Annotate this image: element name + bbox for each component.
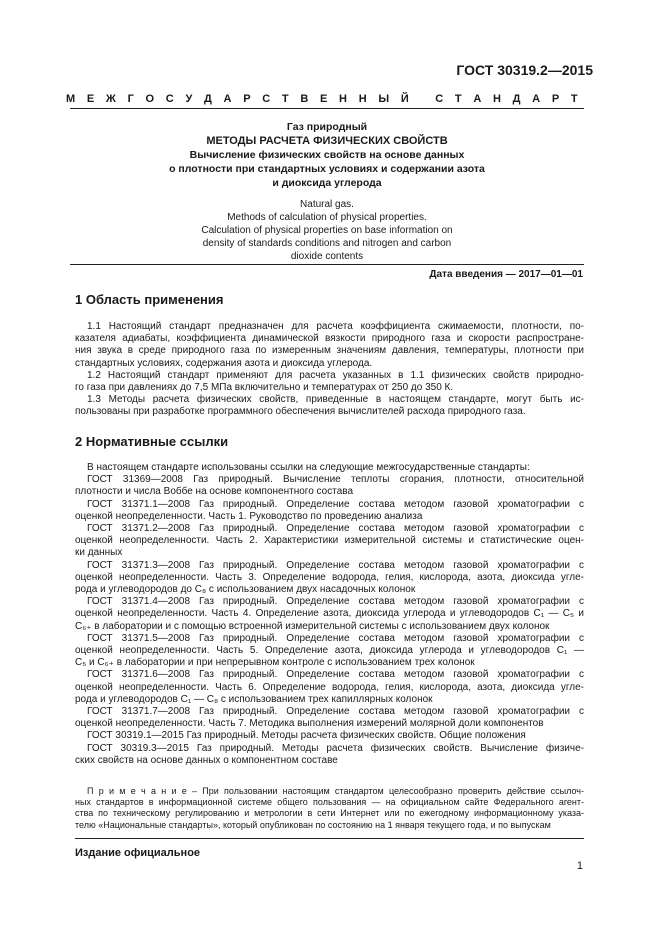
interstate-letter: Р (243, 93, 251, 105)
reference-line: ГОСТ 31371.3—2008 Газ природный. Определение состава методом газовой хроматографии с (87, 559, 584, 571)
interstate-letter: С (435, 93, 444, 105)
en-title-line: density of standards conditions and nitrogen and carbon (202, 238, 452, 249)
section-2-body (75, 462, 584, 767)
title-line: Вычисление физических свойств на основе данных (189, 149, 465, 161)
text-line: 1.1 Настоящий стандарт предназначен для расчета коэффициента сжимаемости, плотности, по- (87, 321, 584, 332)
en-title-line: dioxide contents (290, 251, 364, 262)
page-number: 1 (576, 860, 583, 872)
section-2-intro: В настоящем стандарте использованы ссылки на следующие межгосударственные стандарты: (87, 462, 530, 473)
interstate-letter: С (165, 93, 174, 105)
interstate-letter: Е (86, 93, 95, 105)
interstate-letter: Т (570, 93, 578, 105)
reference-line: ГОСТ 30319.3—2015 Газ природный. Методы расчета физических свойств. Вычисление физиче- (87, 742, 584, 754)
english-title-block (70, 198, 584, 263)
interstate-letter: М (66, 93, 76, 105)
text-line: ных стандартов в информационной системе общего пользования — на официальном сайте Федерального агент- (75, 797, 584, 808)
interstate-letter: Г (127, 93, 134, 105)
reference-line: C₆₊ в лаборатории и с помощью встроенной измерительной системы с использованием двух колонок (75, 620, 550, 632)
reference-line: оценкой неопределенности. Часть 2. Характеристики измерительной системы и статистические оцен- (75, 535, 584, 547)
interstate-letter: С (262, 93, 271, 105)
reference-line: ГОСТ 31371.5—2008 Газ природный. Определение состава методом газовой хроматографии с (87, 632, 584, 644)
section-1-heading: 1 Область применения (75, 292, 224, 307)
reference-line: ГОСТ 31371.4—2008 Газ природный. Определение состава методом газовой хроматографии с (87, 596, 584, 608)
note-block (75, 786, 584, 831)
title-block (70, 120, 584, 190)
text-line: П р и м е ч а н и е – При пользовании настоящим стандартом целесообразно проверить действие ссылоч- (87, 786, 584, 796)
reference-line: ГОСТ 31371.7—2008 Газ природный. Определение состава методом газовой хроматографии с (87, 706, 584, 718)
interstate-letter: Е (320, 93, 328, 105)
reference-line: ских свойств на основе данных о компонентном составе (75, 754, 338, 766)
en-title-line: Natural gas. (300, 199, 354, 210)
text-line: казателя адиабаты, коэффициента динамической вязкости природного газа и скорости распростране- (75, 333, 584, 345)
interstate-letter: Й (400, 93, 409, 105)
interstate-letter: А (532, 93, 541, 105)
interstate-letter: А (223, 93, 232, 105)
title-line: и диоксида углерода (272, 177, 382, 189)
interstate-letter: Ы (378, 93, 390, 105)
reference-line: плотности и числа Воббе на основе компонентного состава (75, 486, 354, 498)
interstate-letter: В (300, 93, 309, 105)
reference-line: ГОСТ 31369—2008 Газ природный. Вычисление теплоты сгорания, плотности, относительной (87, 474, 584, 486)
header-rule (70, 108, 584, 109)
reference-line: рода и углеводородов C₁ — C₈ с использованием трех капиллярных колонок (75, 693, 433, 705)
interstate-letter: Т (454, 93, 462, 105)
title-line: о плотности при стандартных условиях и содержании азота (169, 163, 485, 175)
reference-line: оценкой неопределенности. Часть 4. Определение азота, диоксида углерода и углеводородов C₁ — C₅ и (75, 608, 584, 620)
text-line: ства по техническому регулированию и метрологии в сети Интернет или по ежегодному информационному указа- (75, 808, 584, 819)
reference-line: оценкой неопределенности. Часть 3. Определение водорода, гелия, кислорода, азота, диоксида угле- (75, 571, 584, 583)
reference-line: ГОСТ 31371.6—2008 Газ природный. Определение состава методом газовой хроматографии с (87, 669, 584, 681)
date-rule (70, 264, 584, 265)
title-line: Газ природный (286, 121, 368, 133)
interstate-letter: Н (492, 93, 501, 105)
interstate-letter: Т (281, 93, 289, 105)
interstate-letter: У (185, 93, 193, 105)
interstate-letter: А (473, 93, 482, 105)
reference-line: оценкой неопределенности. Часть 5. Определение азота, диоксида углерода и углеводородов C₁ — (75, 645, 584, 657)
reference-line: ГОСТ 31371.1—2008 Газ природный. Определение состава методом газовой хроматографии с (87, 498, 584, 510)
reference-line: C₅ и C₆₊ в лаборатории и при непрерывном контроле с использованием трех колонок (75, 657, 475, 669)
interstate-letter: Р (551, 93, 560, 105)
text-line: ния звука в среде природного газа по измеренным значениям давления, температуры, плотности при (75, 345, 584, 357)
interstate-letter: Д (512, 93, 521, 105)
section-1-body (75, 321, 584, 419)
text-line: 1.2 Настоящий стандарт применяют для расчета указанных в 1.1 физических свойств природно- (87, 369, 584, 381)
interstate-letter (420, 93, 423, 105)
footer-rule (75, 838, 584, 839)
section-2-heading: 2 Нормативные ссылки (75, 434, 229, 449)
gost-number: ГОСТ 30319.2—2015 (456, 62, 593, 78)
reference-line: ки данных (75, 547, 123, 559)
introduction-date: Дата введения — 2017—01—01 (429, 269, 583, 280)
text-line: стандартных условиях, содержания азота и диоксида углерода. (75, 357, 373, 369)
en-title-line: Calculation of physical properties on base information on (201, 225, 453, 236)
title-main: МЕТОДЫ РАСЧЕТА ФИЗИЧЕСКИХ СВОЙСТВ (206, 135, 448, 147)
edition-label: Издание официальное (75, 847, 201, 859)
reference-line: оценкой неопределенности. Часть 1. Руководство по проведению анализа (75, 510, 423, 522)
interstate-letter: Д (204, 93, 212, 105)
text-line: пользованы при разработке программного обеспечения вычислителей расхода природного газа. (75, 406, 526, 418)
interstate-letter: Ж (105, 93, 116, 105)
interstate-standard-banner (66, 93, 578, 105)
text-line: телю «Национальные стандарты», который опубликован по состоянию на 1 января текущего года, и по выпускам (75, 819, 551, 830)
interstate-letter: О (145, 93, 155, 105)
interstate-letter: Н (358, 93, 367, 105)
en-title-line: Methods of calculation of physical properties. (227, 212, 427, 223)
reference-line: оценкой неопределенности. Часть 7. Методика выполнения измерений молярной доли компонентов (75, 718, 544, 730)
text-line: 1.3 Методы расчета физических свойств, приведенные в настоящем стандарте, могут быть ис- (87, 394, 584, 406)
reference-line: оценкой неопределенности. Часть 6. Определение водорода, гелия, кислорода, азота, диоксида угле- (75, 681, 584, 693)
reference-line: ГОСТ 31371.2—2008 Газ природный. Определение состава методом газовой хроматографии с (87, 523, 584, 535)
text-line: го газа при давлениях до 7,5 МПа включительно и температурах от 250 до 350 К. (75, 382, 454, 394)
interstate-letter: Н (339, 93, 347, 105)
reference-line: рода и углеводородов до C₈ с использованием двух насадочных колонок (75, 584, 416, 596)
reference-line: ГОСТ 30319.1—2015 Газ природный. Методы расчета физических свойств. Общие положения (87, 730, 526, 742)
